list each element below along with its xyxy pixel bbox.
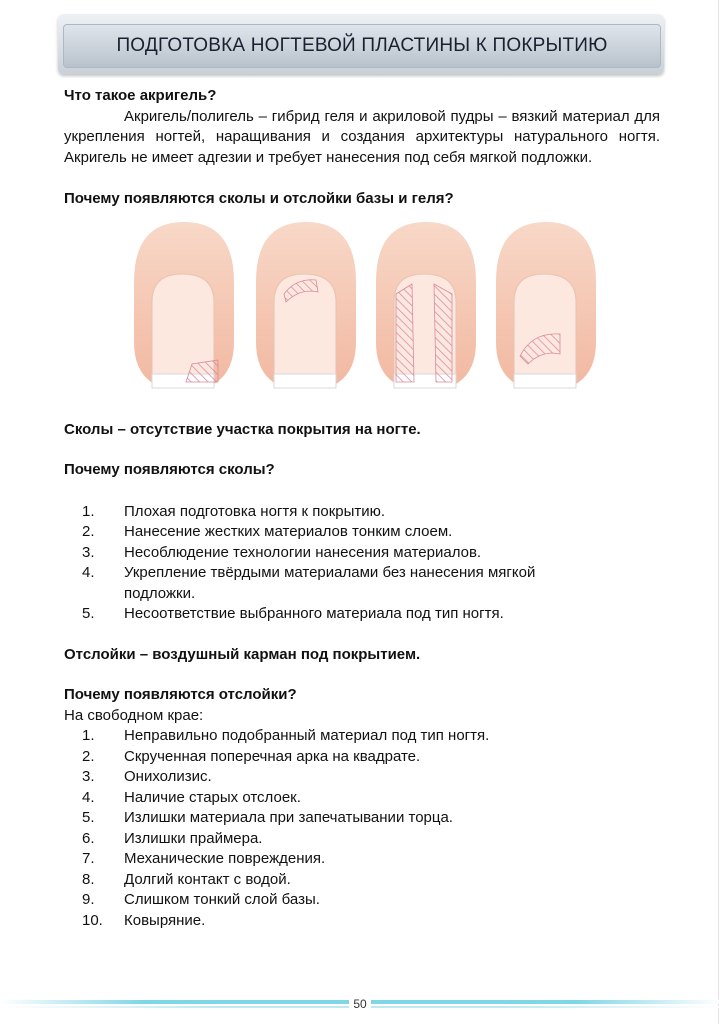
list-item: 5. Излишки материала при запечатывании торца.: [82, 809, 453, 826]
list-item: 3. Онихолизис.: [82, 768, 212, 785]
list-item: 2. Нанесение жестких материалов тонким слоем.: [82, 523, 453, 540]
acrygel-description: Акригель/полигель – гибрид геля и акриловой пудры – вязкий материал для укрепления ногтей, наращивания и создания архитектуры натурального ногтя. Акригель не имеет адгезии и требует нанесения под себя мягкой подложки.: [64, 107, 660, 166]
list-item: 4. Укрепление твёрдыми материалами без нанесения мягкой подложки.: [82, 564, 536, 602]
nail-free-edge: [514, 374, 576, 388]
page-title: ПОДГОТОВКА НОГТЕВОЙ ПЛАСТИНЫ К ПОКРЫТИЮ: [116, 35, 608, 56]
list-item: 7. Механические повреждения.: [82, 850, 326, 867]
list-item: 4. Наличие старых отслоек.: [82, 788, 301, 806]
peeling-definition: Отслойки – воздушный карман под покрытием.: [64, 645, 421, 663]
list-item: 8. Долгий контакт с водой.: [82, 870, 291, 888]
header-banner-inner: [63, 24, 661, 68]
peeling-reasons-list: [64, 726, 660, 931]
list-item: 6. Излишки праймера.: [82, 829, 263, 847]
section-heading-peeling: Почему появляются отслойки?: [64, 686, 297, 703]
section-heading-chips: Почему появляются сколы?: [64, 461, 275, 478]
nails-diagram: [124, 222, 614, 402]
list-item: 5. Несоответствие выбранного материала под тип ногтя.: [82, 605, 504, 622]
free-edge-subheading: На свободном крае:: [64, 706, 204, 724]
nails-illustration: [64, 222, 660, 420]
section-heading-acrygel: Что такое акригель?: [64, 87, 217, 104]
list-item: 3. Несоблюдение технологии нанесения материалов.: [82, 543, 482, 561]
page-number: 50: [0, 997, 720, 1011]
chips-definition: Сколы – отсутствие участка покрытия на ногте.: [64, 420, 421, 438]
list-item: 2. Скрученная поперечная арка на квадрате.: [82, 747, 421, 765]
nail-free-edge: [274, 374, 336, 388]
page-content: [64, 86, 660, 931]
list-item: 1. Неправильно подобранный материал под тип ногтя.: [82, 727, 490, 744]
nail-plate: [514, 274, 576, 388]
list-item: 10. Ковыряние.: [82, 911, 206, 929]
list-item: 1. Плохая подготовка ногтя к покрытию.: [82, 502, 386, 520]
section-heading-chips-peeling: Почему появляются сколы и отслойки базы и геля?: [64, 190, 454, 207]
chips-reasons-list: [64, 502, 660, 625]
list-item: 9. Слишком тонкий слой базы.: [82, 891, 320, 908]
